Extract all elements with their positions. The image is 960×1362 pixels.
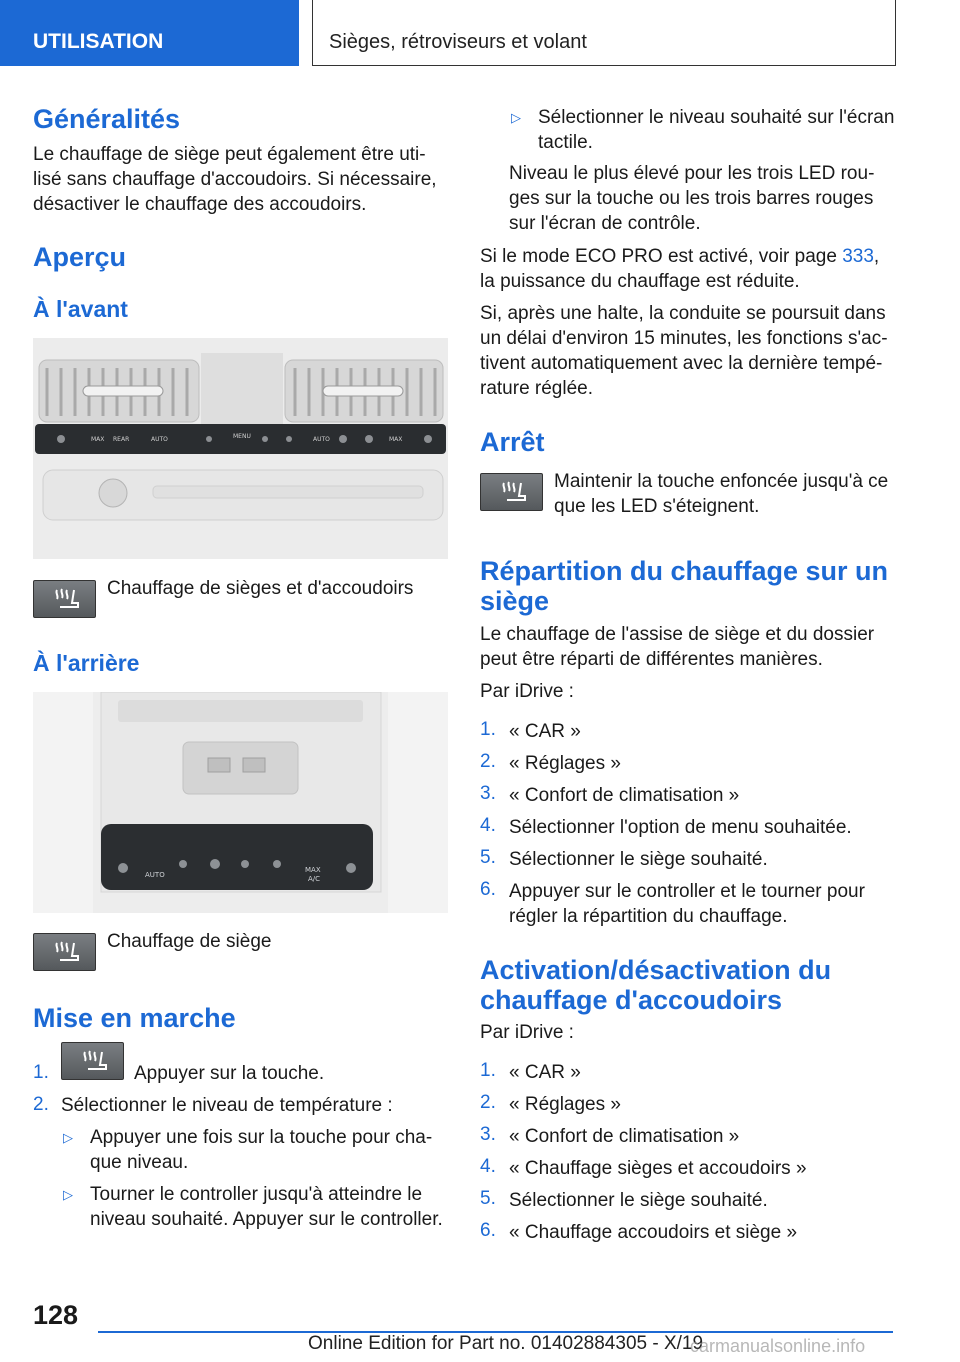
step-number: 3. (480, 783, 496, 804)
act-step-2: « Réglages » (509, 1094, 621, 1115)
halte-line-1: Si, après une halte, la conduite se poursuit dans (480, 303, 886, 324)
rep-step-6-cont: régler la répartition du chauffage. (509, 906, 788, 927)
act-step-5: Sélectionner le siège souhaité. (509, 1190, 768, 1211)
step-number: 2. (480, 1092, 496, 1113)
arret-line-2: que les LED s'éteignent. (554, 496, 760, 517)
act-step-3: « Confort de climatisation » (509, 1126, 740, 1147)
step-number: 2. (480, 751, 496, 772)
heading-activation-1: Activation/désactivation du (480, 955, 832, 985)
step-number: 1. (480, 1060, 496, 1081)
heading-arret: Arrêt (480, 427, 545, 457)
watermark: carmanualsonline.info (690, 1336, 866, 1356)
rep-step-5: Sélectionner le siège souhaité. (509, 849, 768, 870)
eco-line-2: la puissance du chauffage est réduite. (480, 271, 800, 292)
par-idrive: Par iDrive : (480, 1022, 574, 1043)
seat-heater-icon (480, 473, 543, 511)
arret-line-1: Maintenir la touche enfoncée jusqu'à ce (554, 471, 889, 492)
generalites-line-1: Le chauffage de siège peut également être uti- (33, 144, 426, 165)
act-step-4: « Chauffage sièges et accoudoirs » (509, 1158, 807, 1179)
step-number: 5. (480, 847, 496, 868)
svg-text:REAR: REAR (113, 436, 130, 443)
svg-text:AUTO: AUTO (151, 436, 168, 443)
niveau-line-2: ges sur la touche ou les trois barres rouges (509, 188, 874, 209)
par-idrive: Par iDrive : (480, 681, 574, 702)
step-number: 4. (480, 1156, 496, 1177)
svg-text:AUTO: AUTO (145, 871, 165, 879)
rep-step-6: Appuyer sur le controller et le tourner pour (509, 881, 865, 902)
front-panel-illustration (33, 338, 448, 559)
triangle-bullet-icon: ▷ (63, 1187, 73, 1202)
seat-heater-icon (33, 580, 96, 618)
svg-text:MAX: MAX (305, 866, 321, 874)
heading-apercu: Aperçu (33, 242, 127, 272)
eco-line-1 (480, 244, 879, 270)
niveau-line-1: Niveau le plus élevé pour les trois LED rou- (509, 163, 875, 184)
heading-repartition-2: siège (480, 586, 550, 616)
heading-avant: À l'avant (33, 296, 128, 322)
eco-text: Si le mode ECO PRO est activé, voir page (480, 246, 843, 267)
page-number: 128 (33, 1300, 79, 1330)
triangle-bullet-icon: ▷ (511, 110, 521, 125)
step-2-text: Sélectionner le niveau de température : (61, 1095, 393, 1116)
step-number: 6. (480, 879, 496, 900)
bullet-3-line-2: tactile. (538, 132, 593, 153)
halte-line-2: un délai d'environ 15 minutes, les fonctions s'ac- (480, 328, 888, 349)
bullet-2-line-2: niveau souhaité. Appuyer sur le controller. (90, 1209, 443, 1230)
repartition-line-1: Le chauffage de l'assise de siège et du dossier (480, 624, 875, 645)
rep-step-2: « Réglages » (509, 753, 621, 774)
niveau-line-3: sur l'écran de contrôle. (509, 213, 701, 234)
seat-heater-icon (61, 1042, 124, 1080)
step-number: 2. (33, 1094, 49, 1115)
halte-line-4: rature réglée. (480, 378, 594, 399)
repartition-line-2: peut être réparti de différentes manières. (480, 649, 823, 670)
rear-panel-illustration (33, 692, 448, 913)
step-1-text: Appuyer sur la touche. (134, 1063, 325, 1084)
generalites-line-2: lisé sans chauffage d'accoudoirs. Si nécessaire, (33, 169, 437, 190)
heading-arriere: À l'arrière (33, 650, 140, 676)
chapter-title: Sièges, rétroviseurs et volant (312, 0, 896, 66)
generalites-line-3: désactiver le chauffage des accoudoirs. (33, 194, 367, 215)
svg-text:MENU: MENU (233, 433, 251, 440)
bullet-2-line-1: Tourner le controller jusqu'à atteindre le (90, 1184, 423, 1205)
bullet-1-line-1: Appuyer une fois sur la touche pour cha- (90, 1127, 433, 1148)
page-link-333[interactable]: 333 (842, 246, 874, 267)
step-number: 5. (480, 1188, 496, 1209)
step-number: 1. (33, 1062, 49, 1083)
halte-line-3: tivent automatiquement avec la dernière tempé- (480, 353, 883, 374)
svg-text:AUTO: AUTO (313, 436, 330, 443)
edition-text: Online Edition for Part no. 01402884305 - X/19 (308, 1333, 704, 1354)
rear-climate-panel-photo (33, 692, 448, 913)
eco-comma: , (873, 246, 880, 267)
bullet-1-line-2: que niveau. (90, 1152, 189, 1173)
front-climate-panel-photo (33, 338, 448, 559)
seat-heater-icon (33, 933, 96, 971)
heading-repartition-1: Répartition du chauffage sur un (480, 556, 889, 586)
act-step-6: « Chauffage accoudoirs et siège » (509, 1222, 798, 1243)
step-number: 1. (480, 719, 496, 740)
svg-text:MAX: MAX (389, 436, 403, 443)
act-step-1: « CAR » (509, 1062, 581, 1083)
step-number: 6. (480, 1220, 496, 1241)
rep-step-1: « CAR » (509, 721, 581, 742)
step-number: 4. (480, 815, 496, 836)
caption-rear: Chauffage de siège (107, 931, 272, 952)
rep-step-3: « Confort de climatisation » (509, 785, 740, 806)
heading-mise-en-marche: Mise en marche (33, 1003, 236, 1033)
svg-text:A/C: A/C (308, 875, 321, 883)
step-number: 3. (480, 1124, 496, 1145)
heading-activation-2: chauffage d'accoudoirs (480, 985, 782, 1015)
caption-front: Chauffage de sièges et d'accoudoirs (107, 578, 414, 599)
rep-step-4: Sélectionner l'option de menu souhaitée. (509, 817, 852, 838)
heading-generalites: Généralités (33, 104, 181, 134)
bullet-3-line-1: Sélectionner le niveau souhaité sur l'écran (538, 107, 895, 128)
section-tab: UTILISATION (0, 0, 299, 66)
svg-text:MAX: MAX (91, 436, 105, 443)
triangle-bullet-icon: ▷ (63, 1130, 73, 1145)
